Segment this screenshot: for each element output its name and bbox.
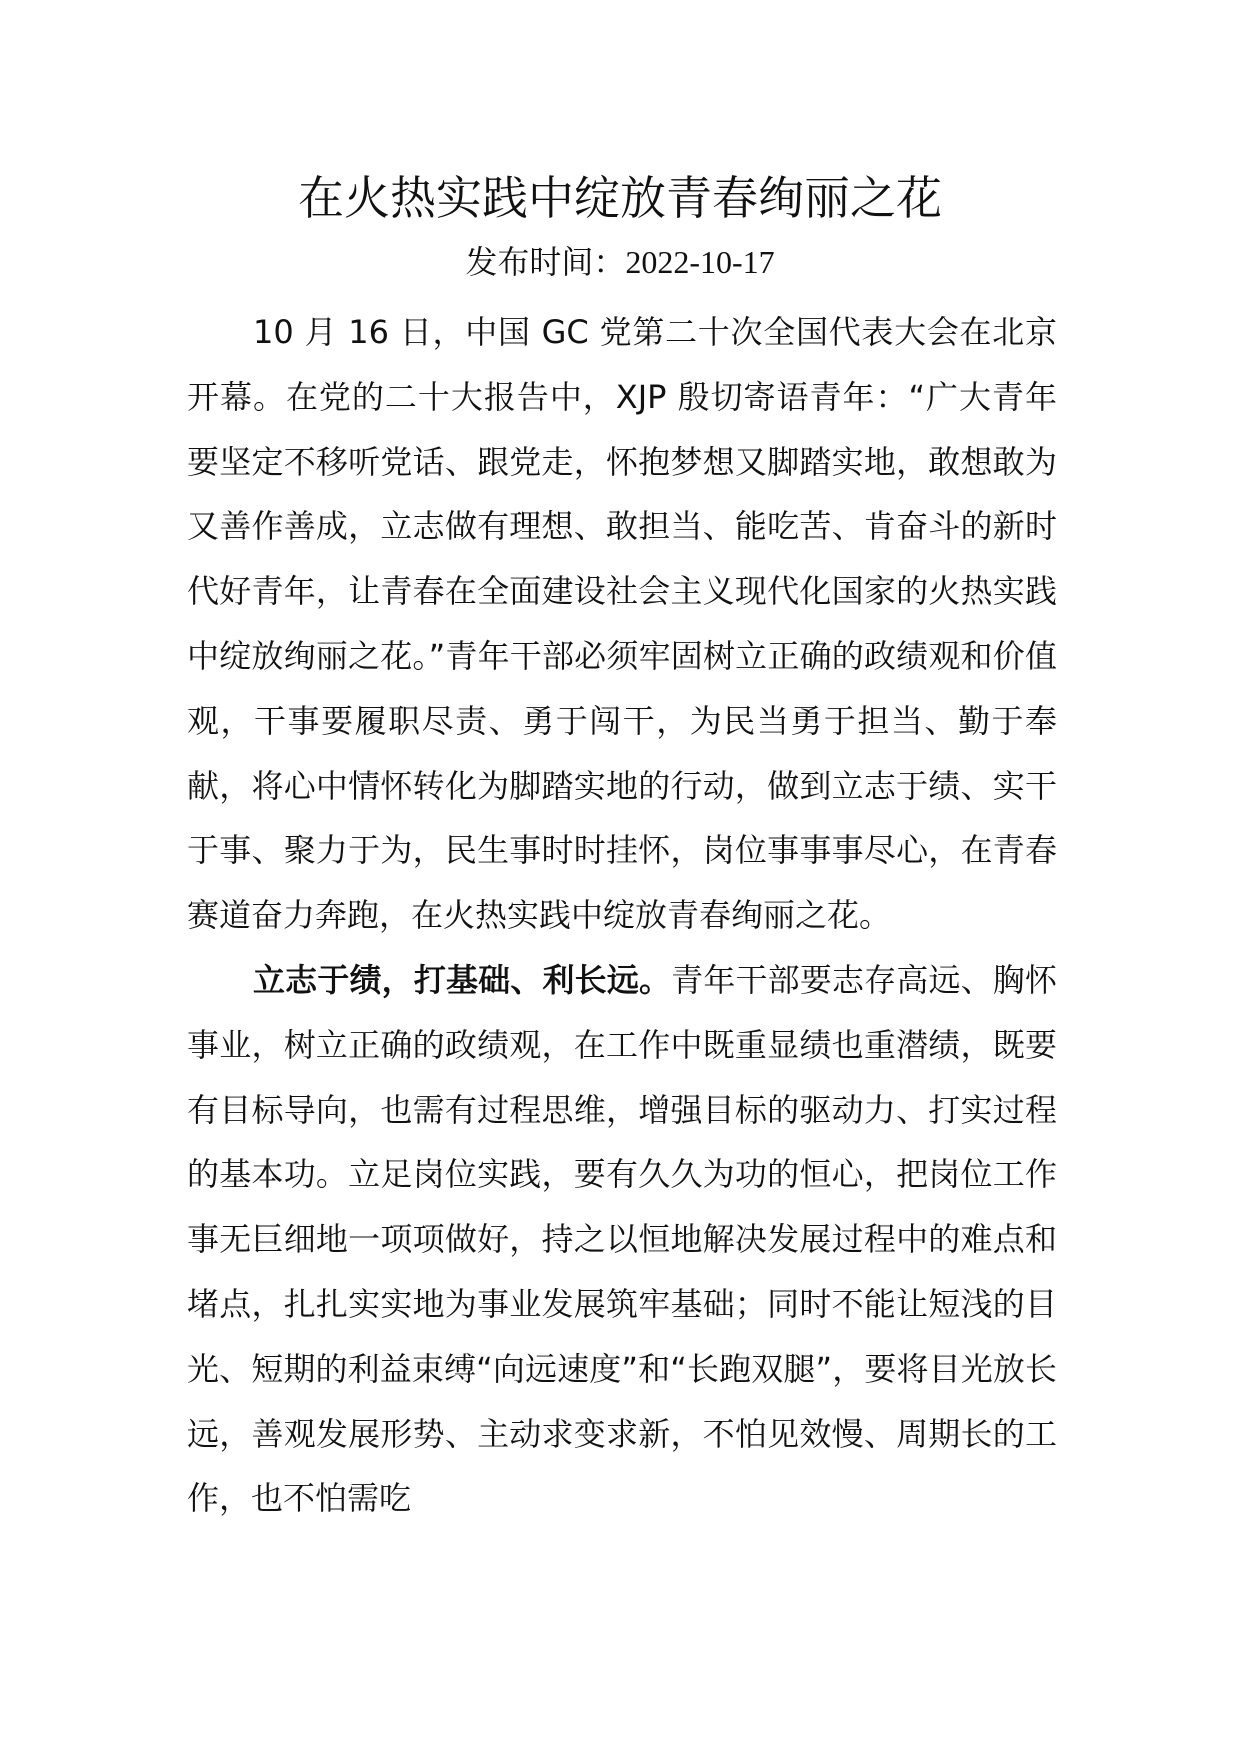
publish-time [0, 240, 1240, 284]
paragraph-1 [187, 300, 1057, 948]
paragraph-2-lead: 立志于绩，打基础、利长远。 [253, 960, 672, 999]
paragraph-2-text: 青年干部要志存高远、胸怀事业，树立正确的政绩观，在工作中既重显绩也重潜绩，既要有目标导向，也需有过程思维，增强目标的驱动力、打实过程的基本功。立足岗位实践，要有久久为功的恒心，把岗位工作事无巨细地一项项做好，持之以恒地解决发展过程中的难点和堵点，扎扎实实地为事业发展筑牢基础；同时不能让短浅的目光、短期的利益束缚“向远速度”和“长跑双腿”，要将目光放长远，善观发展形势、主动求变求新，不怕见效慢、周期长的工作，也不怕需吃 [187, 960, 1057, 1518]
article-body [187, 300, 1057, 1531]
document-title: 在火热实践中绽放青春绚丽之花 [298, 171, 942, 225]
paragraph-2 [187, 948, 1057, 1531]
paragraph-1-text: 10 月 16 日，中国 GC 党第二十次全国代表大会在北京开幕。在党的二十大报告中，XJP 殷切寄语青年：“广大青年要坚定不移听党话、跟党走，怀抱梦想又脚踏实地，敢想敢为又善作善成，立志做有理想、敢担当、能吃苦、肯奋斗的新时代好青年，让青春在全面建设社会主义现代化国家的火热实践中绽放绚丽之花。”青年干部必须牢固树立正确的政绩观和价值观，干事要履职尽责、勇于闯干，为民当勇于担当、勤于奉献，将心中情怀转化为脚踏实地的行动，做到立志于绩、实干于事、聚力于为，民生事时时挂怀，岗位事事事尽心，在青春赛道奋力奔跑，在火热实践中绽放青春绚丽之花。 [187, 313, 1057, 935]
publish-time-label: 发布时间： [465, 243, 626, 281]
publish-date: 2022-10-17 [625, 244, 775, 280]
